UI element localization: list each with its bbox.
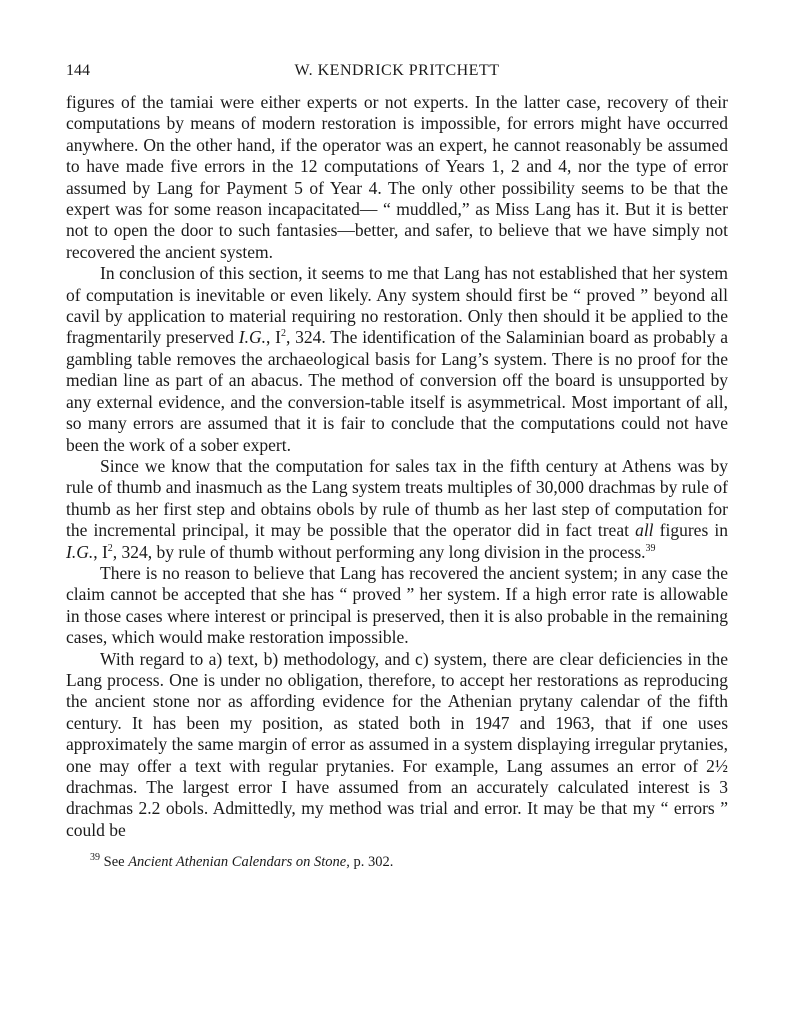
superscript: 39 (645, 542, 656, 554)
paragraph (66, 92, 728, 263)
text-segment: , 324, by rule of thumb without performing any long division in the process. (112, 541, 646, 562)
running-head-author: W. KENDRICK PRITCHETT (294, 62, 500, 79)
page-number: 144 (66, 62, 90, 79)
text-segment: , I (266, 327, 281, 348)
superscript: 2 (107, 542, 113, 554)
paragraph (66, 263, 728, 456)
text-segment: There is no reason to believe that Lang has recovered the ancient system; in any case the claim cannot be accepted that she has “ proved ” her system. If a high error rate is allowable in those cases where interest or principal is preserved, then it is also probable in the remaining cases, which would make restoration impossible. (66, 562, 728, 648)
running-head (66, 58, 728, 84)
body-text (66, 92, 728, 841)
paragraph (66, 649, 728, 842)
paragraph (66, 563, 728, 649)
text-segment: With regard to a) text, b) methodology, and c) system, there are clear deficiencies in the Lang process. One is under no obligation, therefore, to accept her restorations as reproducing the ancient stone nor as affording evidence for the Athenian prytany calendar of the fifth century. It has been my position, as stated both in 1947 and 1963, that if one uses approximately the same margin of error as assumed in a system displaying irregular prytanies, one may offer a text with regular prytanies. For example, Lang assumes an error of 2½ drachmas. The largest error I have assumed from an accurately calculated interest is 3 drachmas 2.2 obols. Admittedly, my method was trial and error. It may be that my “ errors ” could be (66, 648, 728, 840)
text-segment: In conclusion of this section, it seems to me that Lang has not established that her system of computation is inevitable or even likely. Any system should first be “ proved ” beyond all cavil by application to material requiring no restoration. Only then should it be applied to the fragmentarily preserved (66, 263, 728, 348)
footnote-number: 39 (90, 852, 100, 864)
footnote-prefix: See (100, 854, 129, 871)
footnote-suffix: , p. 302. (346, 854, 394, 871)
paragraph (66, 456, 728, 563)
text-segment: , I (93, 541, 108, 562)
text-segment: , 324. The identification of the Salaminian board as probably a gambling table removes the archaeological basis for Lang’s system. There is no proof for the median line as part of an abacus. The method of conversion off the board is unsupported by any external evidence, and the conversion-table itself is asymmetrical. Most important of all, so many errors are assumed that it is fair to conclude that the computations could not have been the work of a sober expert. (66, 327, 728, 455)
text-segment: figures in (653, 520, 728, 541)
footnote (66, 853, 728, 871)
italic-text: I.G. (66, 541, 94, 562)
page (66, 58, 728, 871)
text-segment: Since we know that the computation for sales tax in the fifth century at Athens was by rule of thumb and inasmuch as the Lang system treats multiples of 30,000 drachmas by rule of thumb as her first step and obtains obols by rule of thumb as her last step of computation for the incremental principal, it may be possible that the operator did in fact treat (66, 455, 728, 541)
footnote-title: Ancient Athenian Calendars on Stone (128, 854, 347, 871)
superscript: 2 (281, 328, 286, 340)
italic-text: I.G. (238, 327, 267, 348)
italic-text: all (635, 520, 654, 541)
text-segment: figures of the tamiai were either experts or not experts. In the latter case, recovery of their computations by means of modern restoration is impossible, for errors might have occurred anywhere. On the other hand, if the operator was an expert, he cannot reasonably be assumed to have made five errors in the 12 computations of Years 1, 2 and 4, nor the type of error assumed by Lang for Payment 5 of Year 4. The only other possibility seems to be that the expert was for some reason incapacitated— “ muddled,” as Miss Lang has it. But it is better not to open the door to such fantasies—better, and safer, to believe that we have simply not recovered the ancient system. (66, 92, 728, 262)
